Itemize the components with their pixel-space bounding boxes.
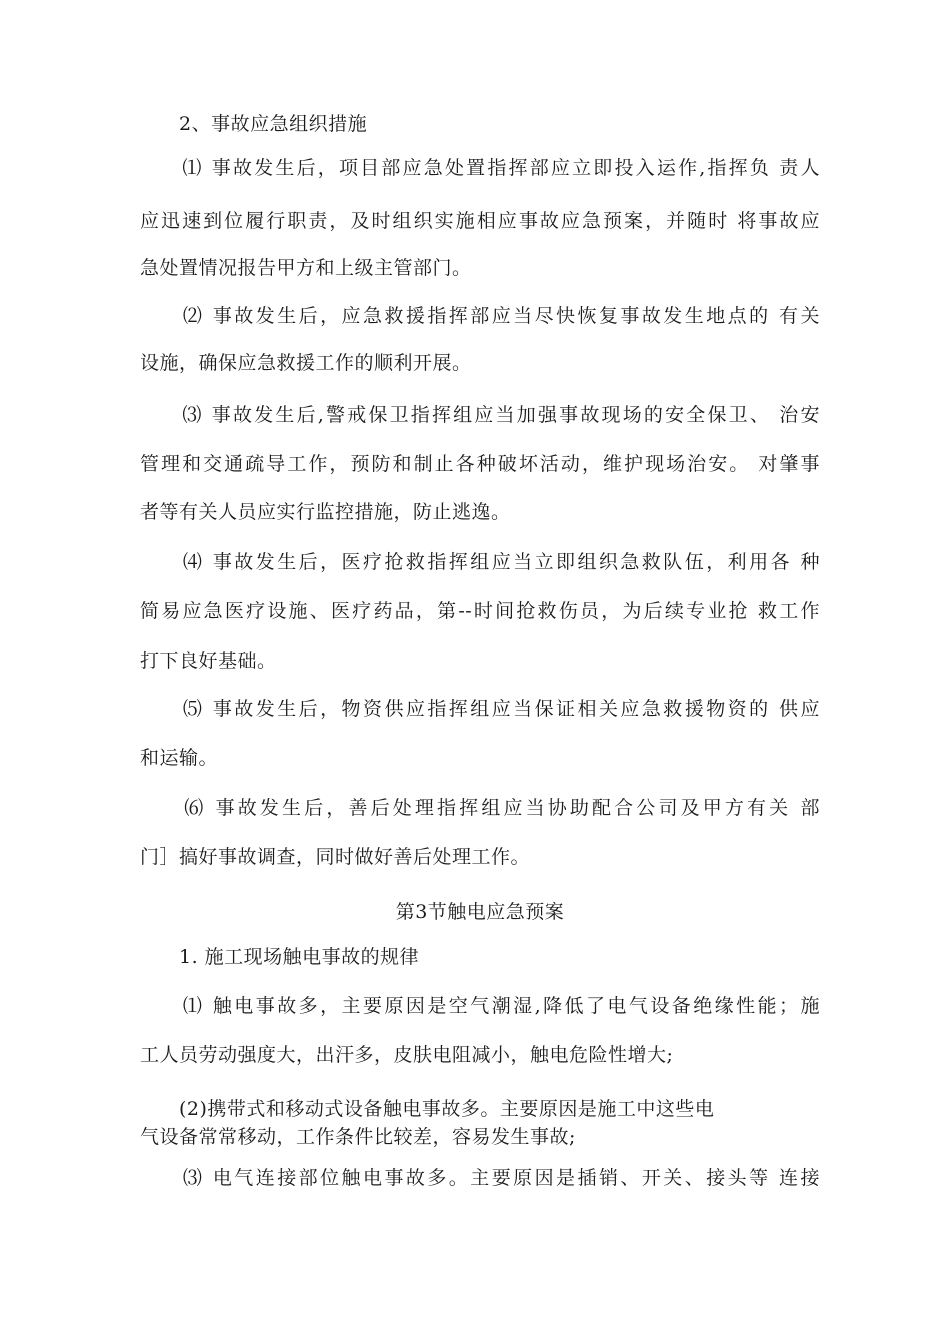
- paragraph-line: ⑹ 事故发生后，善后处理指挥组应当协助配合公司及甲方有关 部: [140, 797, 820, 819]
- paragraph-line: 工人员劳动强度大，出汗多，皮肤电阻减小，触电危险性增大;: [140, 1044, 674, 1066]
- paragraph-line: 打下良好基础。: [140, 650, 277, 672]
- paragraph-line: 门］搞好事故调查，同时做好善后处理工作。: [140, 846, 531, 868]
- paragraph-line: ⑴ 事故发生后，项目部应急处置指挥部应立即投入运作,指挥负 责人: [140, 157, 820, 179]
- paragraph-line: 气设备常常移动，工作条件比较差，容易发生事故;: [140, 1126, 576, 1148]
- paragraph-line: ⑴ 触电事故多，主要原因是空气潮湿,降低了电气设备绝缘性能；施: [140, 995, 820, 1017]
- paragraph-line: 设施，确保应急救援工作的顺利开展。: [140, 352, 472, 374]
- paragraph-line: 者等有关人员应实行监控措施，防止逃逸。: [140, 501, 511, 523]
- paragraph-line: 简易应急医疗设施、医疗药品，第--时间抢救伤员，为后续专业抢 救工作: [140, 600, 820, 622]
- paragraph-line: 急处置情况报告甲方和上级主管部门。: [140, 257, 472, 279]
- paragraph-line: ⑸ 事故发生后，物资供应指挥组应当保证相关应急救援物资的 供应: [140, 698, 820, 720]
- paragraph-line: 和运输。: [140, 747, 219, 769]
- section-heading: 2、事故应急组织措施: [140, 113, 368, 135]
- paragraph-line: ⑵ 事故发生后，应急救援指挥部应当尽快恢复事故发生地点的 有关: [140, 305, 820, 327]
- paragraph-line: (2)携带式和移动式设备触电事故多。主要原因是施工中这些电: [140, 1098, 715, 1120]
- paragraph-line: 管理和交通疏导工作，预防和制止各种破坏活动，维护现场治安。 对肇事: [140, 453, 820, 475]
- paragraph-line: ⑷ 事故发生后，医疗抢救指挥组应当立即组织急救队伍，利用各 种: [140, 551, 820, 573]
- paragraph-line: 应迅速到位履行职责，及时组织实施相应事故应急预案，并随时 将事故应: [140, 210, 820, 232]
- paragraph-line: ⑶ 事故发生后,警戒保卫指挥组应当加强事故现场的安全保卫、 治安: [140, 404, 820, 426]
- section-title: 第3节触电应急预案: [395, 901, 565, 923]
- paragraph-line: ⑶ 电气连接部位触电事故多。主要原因是插销、开关、接头等 连接: [140, 1167, 820, 1189]
- subsection-heading: 1. 施工现场触电事故的规律: [140, 946, 420, 968]
